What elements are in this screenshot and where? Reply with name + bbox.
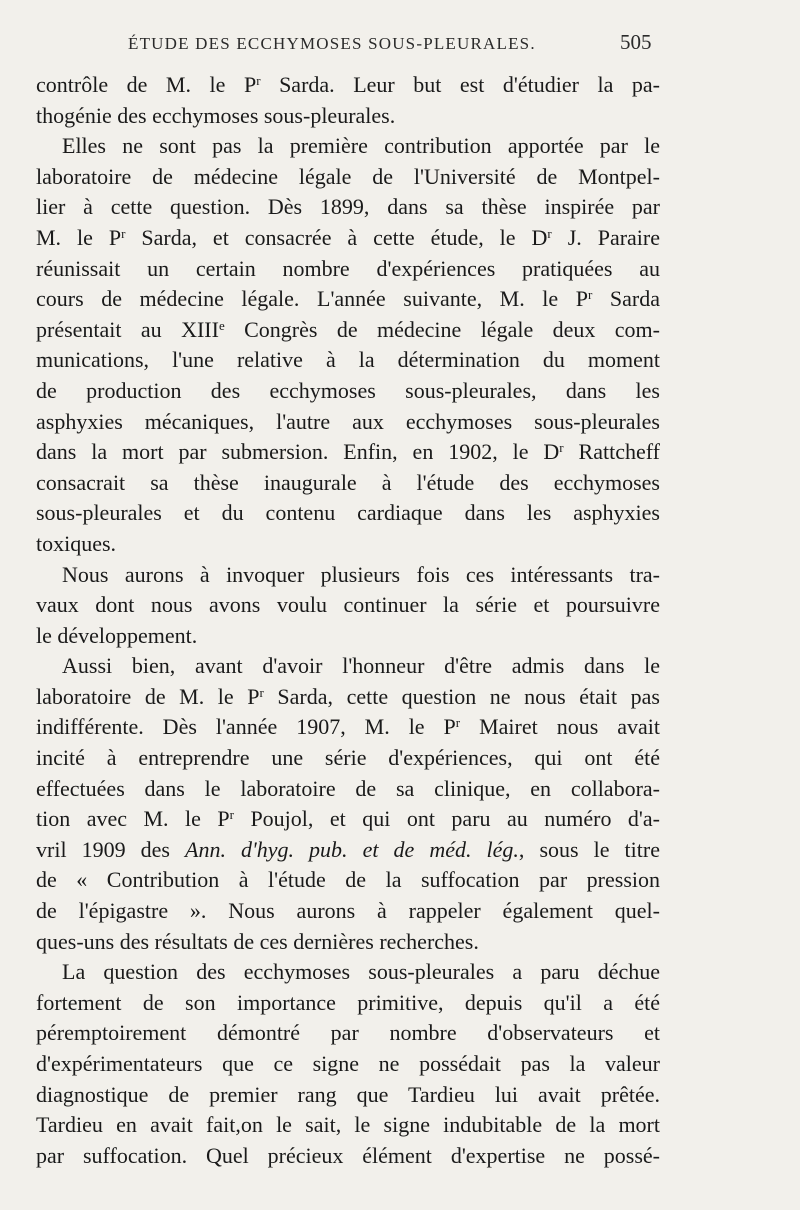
text-line: tion avec M. le $P^r$ Poujol, et qui ont paru au numéro d'a-	[36, 806, 660, 832]
running-title: ÉTUDE DES ECCHYMOSES SOUS-PLEURALES.	[128, 34, 536, 53]
journal-title: Ann. d'hyg. pub. et de méd. lég.	[185, 836, 519, 862]
text-line: dans la mort par submersion. Enfin, en 1902, le $D^r$ Rattcheff	[36, 439, 660, 465]
text-line: par suffocation. Quel précieux élément d'expertise ne possé-	[36, 1142, 660, 1168]
text-line: cours de médecine légale. L'année suivante, M. le $P^r$ Sarda	[36, 286, 661, 312]
text-line: effectuées dans le laboratoire de sa clinique, en collabora-	[36, 775, 660, 801]
text-line: indifférente. Dès l'année 1907, M. le $P^r$ Mairet nous avait	[36, 714, 660, 740]
text-line: consacrait sa thèse inaugurale à l'étude des ecchymoses	[36, 469, 660, 495]
text-line: M. le $P^r$ Sarda, et consacrée à cette étude, le $D^r$ J. Paraire	[36, 224, 661, 250]
text-line: vaux dont nous avons voulu continuer la série et poursuivre	[36, 592, 660, 618]
text-line: contrôle de M. le $P^r$ Sarda. Leur but est d'étudier la pa-	[36, 72, 660, 97]
body-text	[36, 70, 660, 1171]
text-line: thogénie des ecchymoses sous-pleurales.	[36, 102, 396, 128]
text-line: Elles ne sont pas la première contribution apportée par le	[62, 133, 660, 159]
text-line: lier à cette question. Dès 1899, dans sa thèse inspirée par	[36, 194, 660, 220]
text-line: le développement.	[36, 622, 198, 648]
citation-suffix: , sous le titre	[518, 836, 660, 862]
text-line: de l'épigastre ». Nous aurons à rappeler également quel-	[36, 898, 660, 924]
text-line: réunissait un certain nombre d'expériences pratiquées au	[36, 255, 660, 281]
text-line: laboratoire de M. le $P^r$ Sarda, cette question ne nous était pas	[36, 683, 660, 709]
text-line: sous-pleurales et du contenu cardiaque dans les asphyxies	[36, 500, 660, 526]
text-line: asphyxies mécaniques, l'autre aux ecchymoses sous-pleurales	[36, 408, 660, 434]
text-line: laboratoire de médecine légale de l'Université de Montpel-	[36, 163, 660, 189]
text-line: La question des ecchymoses sous-pleurales a paru déchue	[62, 959, 660, 985]
text-line: fortement de son importance primitive, depuis qu'il a été	[36, 989, 660, 1015]
text-line: incité à entreprendre une série d'expériences, qui ont été	[36, 745, 660, 771]
text-line: toxiques.	[36, 530, 117, 556]
text-line: de « Contribution à l'étude de la suffocation par pression	[36, 867, 660, 893]
text-line: Nous aurons à invoquer plusieurs fois ces intéressants tra-	[62, 561, 660, 587]
text-line: ques-uns des résultats de ces dernières recherches.	[36, 928, 479, 954]
citation-prefix: vril 1909 des	[36, 836, 186, 862]
text-line: péremptoirement démontré par nombre d'observateurs et	[36, 1020, 660, 1046]
text-line-citation	[36, 835, 660, 866]
text-line: munications, l'une relative à la détermination du moment	[36, 347, 660, 373]
text-line: présentait au XIIIe Congrès de médecine légale deux com-	[36, 316, 660, 342]
page-number: 505	[620, 30, 652, 54]
text-line: Aussi bien, avant d'avoir l'honneur d'être admis dans le	[62, 653, 660, 679]
text-line: Tardieu en avait fait,on le sait, le signe indubitable de la mort	[36, 1112, 660, 1138]
text-line: de production des ecchymoses sous-pleurales, dans les	[36, 377, 660, 403]
text-line: d'expérimentateurs que ce signe ne possédait pas la valeur	[36, 1051, 660, 1076]
text-line: diagnostique de premier rang que Tardieu lui avait prêtée.	[36, 1081, 660, 1107]
